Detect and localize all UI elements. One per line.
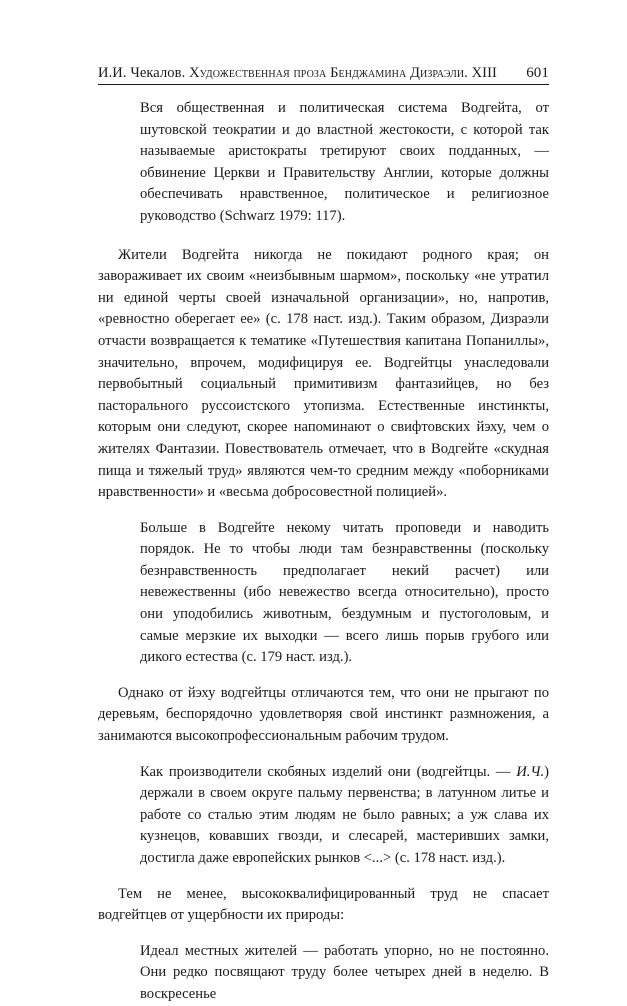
paragraph-2: Однако от йэху водгейтцы отличаются тем, что они не прыгают по деревьям, беспорядочно удовлетворяя свой инстинкт размножения, а занимаются высокопрофессиональным рабочим трудом.: [98, 684, 549, 745]
paragraph-1: Жители Водгейта никогда не покидают родного края; он завораживает их своим «неизбывным шармом», поскольку «не утратил ни единой черты своей изначальной организации», но, напротив, «ревностно оберегает ее» (с. 178 наст. изд.). Таким образом, Дизраэли отчасти возвращается к тематике «Путешествия капитана Попаниллы», значительно, впрочем, модифицируя ее. Водгейтцы унаследовали первобытный социальный примитивизм фантазийцев, но без пасторального руссоистского утопизма. Естественные инстинкты, которым они следуют, скорее напоминают о свифтовских йэху, чем о жителях Фантазии. Повествователь отмечает, что в Водгейте «скудная пища и тяжелый труд» являются чем-то средним между «поборниками нравственности» и «весьма добросовестной полицией».: [98, 246, 549, 501]
block-quote-3: [140, 762, 549, 870]
running-title: [98, 65, 497, 82]
block-quote-1: Вся общественная и политическая система Водгейта, от шутовской теократии и до властной жестокости, с которой так называемые аристократы третируют своих подданных, — обвинение Церкви и Правительству Англии, которые должны обеспечивать нравственное, политическое и религиозное руководство (Schwarz 1979: 117).: [140, 100, 549, 224]
running-header: [98, 60, 549, 82]
quote-3-text-end: ) держали в своем округе пальму первенства; в латунном литье и работе со сталью этим людям не было равных; а уж слава их кузнецов, ковавших гвозди, и слесарей, мастеривших замки, достигла даже европейских рынков <...> (с. 178 наст. изд.).: [140, 763, 549, 866]
block-quote-4: Идеал местных жителей — работать упорно, но не постоянно. Они редко посвящают труду более четырех дней в неделю. В воскресенье: [140, 942, 549, 1002]
body-text: [98, 98, 549, 1006]
header-rule: [98, 84, 549, 85]
header-title: Художественная проза Бенджамина Дизраэли. XIII: [189, 65, 497, 81]
quote-3-text-start: Как производители скобяных изделий они (водгейтцы. —: [140, 763, 517, 780]
quote-3-initials: И.Ч.: [516, 763, 545, 780]
paragraph-3: Тем не менее, высококвалифицированный труд не спасает водгейтцев от ущербности их природы:: [98, 885, 549, 924]
block-quote-2: Больше в Водгейте некому читать проповеди и наводить порядок. Не то чтобы люди там безнравственны (поскольку безнравственность предполагает некий расчет) или невежественны (ибо невежество всегда относительно), просто они уподобились животным, бездумным и пустоголовым, и самые мерзкие их выходки — всего лишь порыв грубого или дикого естества (с. 179 наст. изд.).: [140, 519, 549, 666]
header-author: И.И. Чекалов.: [98, 65, 186, 81]
page-number: 601: [526, 65, 549, 81]
